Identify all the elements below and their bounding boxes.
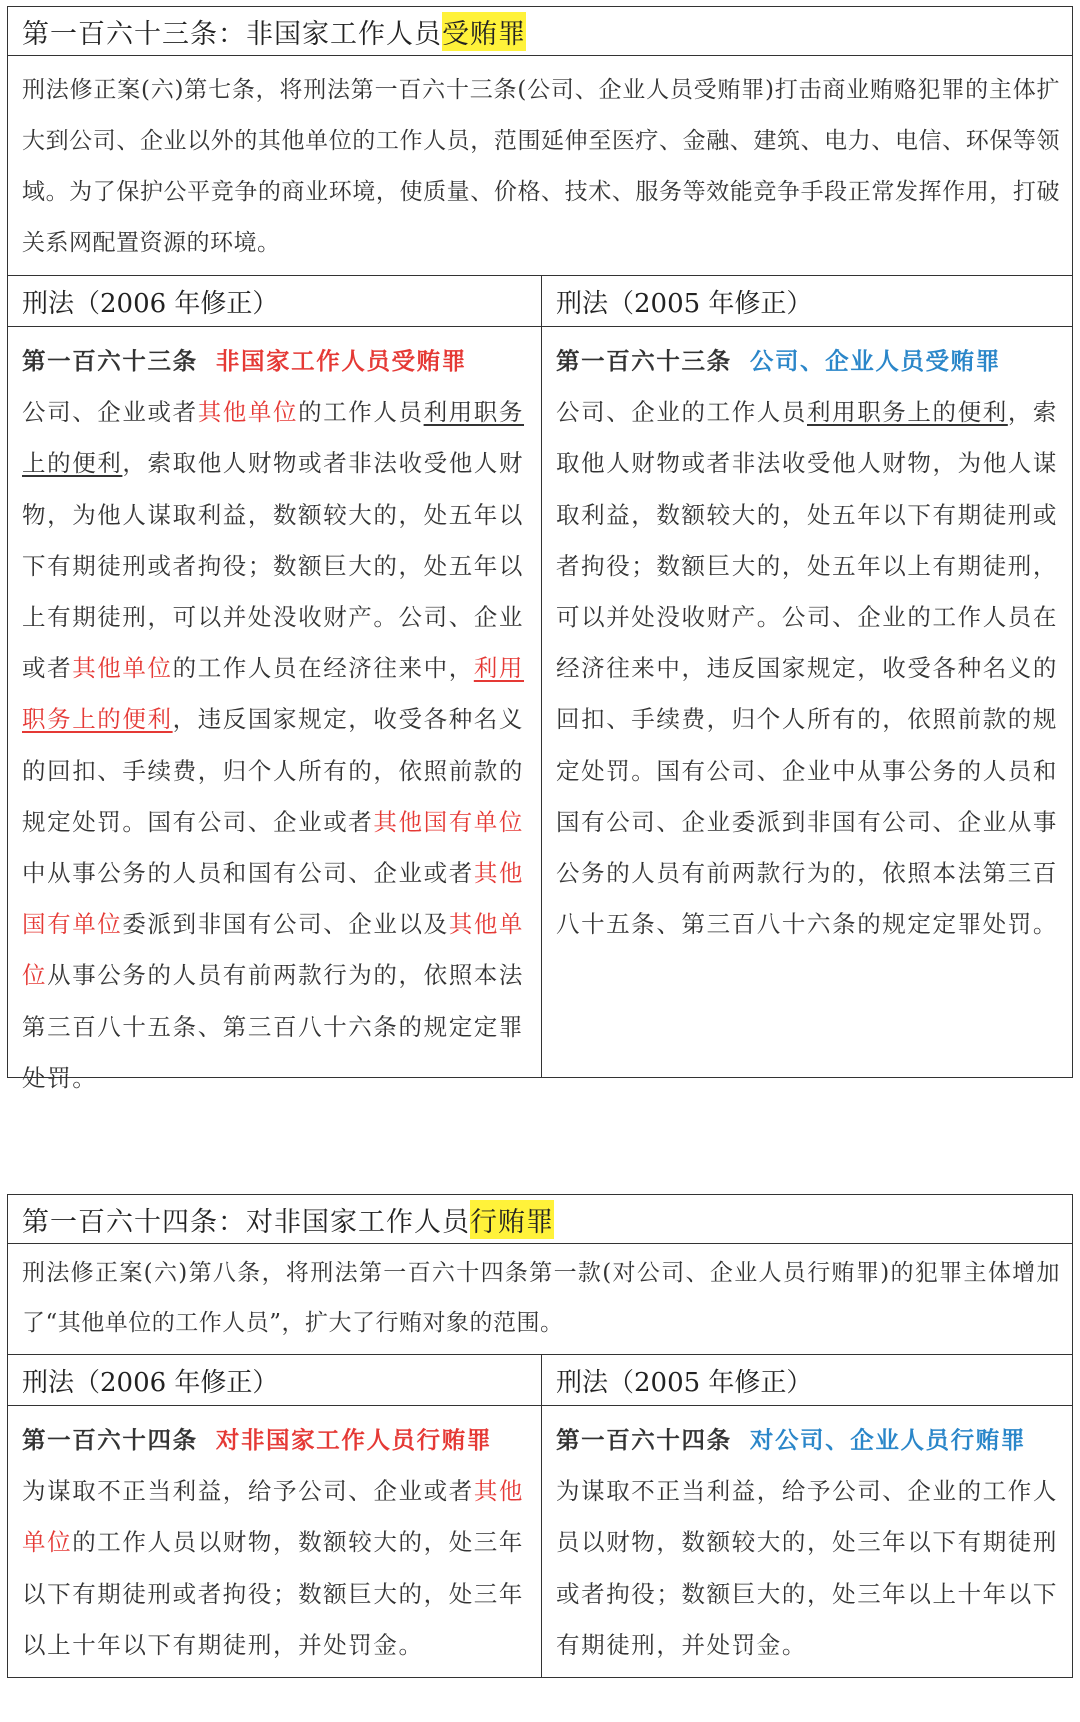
text-2006: [8, 1406, 542, 1677]
text-2006: [8, 327, 542, 1092]
article-number: 第一百六十四条: [556, 1426, 732, 1454]
header-2005: 刑法（2005 年修正）: [556, 288, 813, 319]
changed-term: 其他单位: [22, 1477, 525, 1557]
article-164-table: [7, 1194, 1073, 1678]
crime-name-old: 对公司、企业人员行贿罪: [749, 1426, 1026, 1454]
text-segment: 的工作人员在经济往来中，: [172, 654, 474, 683]
title-text: 第一百六十三条：非国家工作人员: [22, 18, 442, 50]
column-header-row: [8, 1355, 1072, 1406]
text-segment: 公司、企业或者: [22, 398, 198, 427]
header-2006: 刑法（2006 年修正）: [8, 276, 542, 326]
article-164-description: 刑法修正案(六)第八条，将刑法第一百六十四条第一款(对公司、企业人员行贿罪)的犯罪主体增加了“其他单位的工作人员”，扩大了行贿对象的范围。: [8, 1244, 1072, 1355]
header-2006: 刑法（2006 年修正）: [8, 1355, 542, 1405]
text-segment: 从事公务的人员有前两款行为的，依照本法第三百八十五条、第三百八十六条的规定定罪处罚。: [22, 961, 525, 1092]
underlined-term: 利用职务上的便利: [22, 398, 525, 478]
text-segment: 为谋取不正当利益，给予公司、企业的工作人员以财物，数额较大的，处三年以下有期徒刑或者拘役；数额巨大的，处三年以上十年以下有期徒刑，并处罚金。: [556, 1477, 1058, 1659]
article-163-description: 刑法修正案(六)第七条，将刑法第一百六十三条(公司、企业人员受贿罪)打击商业贿赂犯罪的主体扩大到公司、企业以外的其他单位的工作人员，范围延伸至医疗、金融、建筑、电力、电信、环保等领域。为了保护公平竞争的商业环境，使质量、价格、技术、服务等效能竞争手段正常发挥作用，打破关系网配置资源的环境。: [8, 56, 1072, 276]
changed-term: 其他单位: [72, 654, 173, 683]
text-segment: ，索取他人财物或者非法收受他人财物，为他人谋取利益，数额较大的，处五年以下有期徒刑或者拘役；数额巨大的，处五年以上有期徒刑，可以并处没收财产。公司、企业或者: [22, 449, 525, 683]
changed-term: 其他单位: [22, 910, 525, 990]
underlined-term: 利用职务上的便利: [807, 398, 1008, 427]
article-163-table: [7, 6, 1073, 1092]
title-highlight: 受贿罪: [442, 12, 526, 51]
title-highlight: 行贿罪: [470, 1200, 554, 1239]
article-163-title: [8, 7, 1072, 56]
header-2005: 刑法（2005 年修正）: [556, 1367, 813, 1398]
changed-underlined-term: 利用职务上的便利: [22, 654, 525, 734]
changed-term: 其他国有单位: [373, 807, 525, 836]
text-segment: 的工作人员以财物，数额较大的，处三年以下有期徒刑或者拘役；数额巨大的，处三年以上十年以下有期徒刑，并处罚金。: [22, 1528, 525, 1659]
text-segment: 的工作人员: [298, 398, 424, 427]
text-segment: 委派到非国有公司、企业以及: [122, 910, 449, 939]
article-number: 第一百六十四条: [22, 1426, 198, 1454]
text-segment: 为谋取不正当利益，给予公司、企业或者: [22, 1477, 474, 1506]
comparison-row: [8, 1406, 1072, 1677]
crime-name-new: 对非国家工作人员行贿罪: [215, 1426, 492, 1454]
text-2005: [542, 1406, 1072, 1677]
crime-name-new: 非国家工作人员受贿罪: [215, 347, 467, 375]
article-number: 第一百六十三条: [22, 347, 198, 375]
text-segment: ，索取他人财物或者非法收受他人财物，为他人谋取利益，数额较大的，处五年以下有期徒刑或者拘役；数额巨大的，处五年以上有期徒刑，可以并处没收财产。公司、企业的工作人员在经济往来中，违反国家规定，收受各种名义的回扣、手续费，归个人所有的，依照前款的规定处罚。国有公司、企业中从事公务的人员和国有公司、企业委派到非国有公司、企业从事公务的人员有前两款行为的，依照本法第三百八十五条、第三百八十六条的规定定罪处罚。: [556, 398, 1059, 939]
changed-term: 其他单位: [197, 398, 299, 427]
comparison-row: [8, 327, 1072, 1092]
text-segment: ，违反国家规定，收受各种名义的回扣、手续费，归个人所有的，依照前款的规定处罚。国有公司、企业或者: [22, 705, 525, 836]
text-segment: 中从事公务的人员和国有公司、企业或者: [22, 859, 474, 888]
changed-term: 其他国有单位: [22, 859, 525, 939]
column-header-row: [8, 276, 1072, 327]
text-2005: [542, 327, 1072, 1077]
text-segment: 公司、企业的工作人员: [556, 398, 807, 427]
title-text: 第一百六十四条：对非国家工作人员: [22, 1206, 470, 1238]
crime-name-old: 公司、企业人员受贿罪: [749, 347, 1001, 375]
article-164-title: [8, 1195, 1072, 1244]
article-number: 第一百六十三条: [556, 347, 732, 375]
